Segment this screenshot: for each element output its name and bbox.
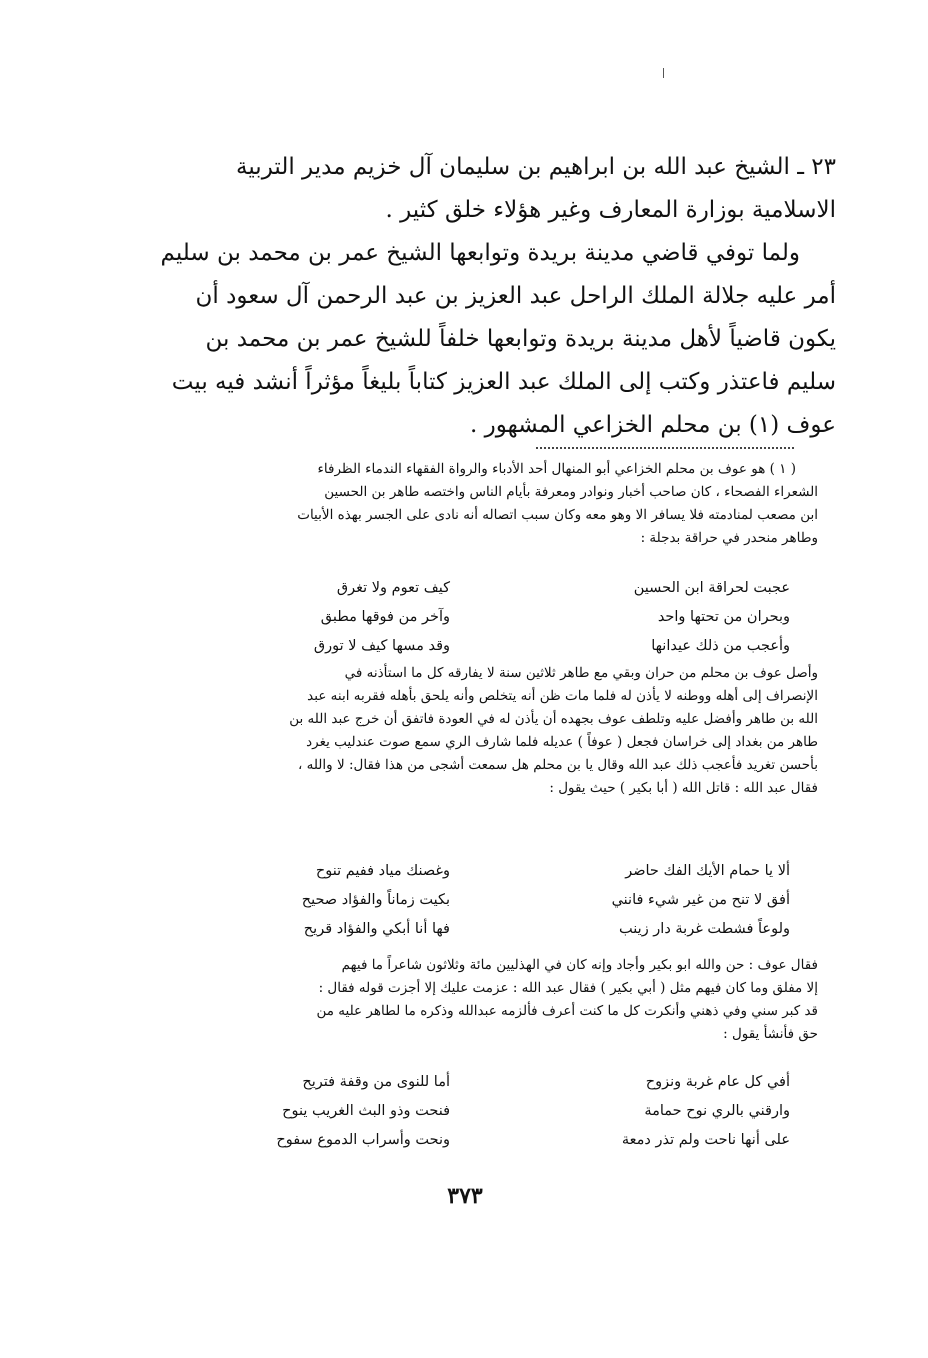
page-number: ٣٧٣ <box>447 1183 483 1209</box>
footnote-line: وطاهر منحدر في حراقة بدجلة : <box>640 530 818 546</box>
verse-first-hemistich: ولوعاً فشطت غربة دار زينب <box>619 921 790 937</box>
verse-second-hemistich: كيف تعوم ولا تغرق <box>336 580 450 596</box>
footnote-line: الله بن طاهر وأفضل عليه وتلطف عوف بجهده أن يأذن له في العودة فاتفق أن خرج عبد الله بن <box>289 711 818 727</box>
verse-row <box>150 1068 790 1097</box>
verse-first-hemistich: وبحران من تحتها واحد <box>657 609 790 625</box>
verse-row <box>150 574 790 603</box>
main-line: ولما توفي قاضي مدينة بريدة وتوابعها الشيخ عمر بن محمد بن سليم <box>160 240 800 266</box>
verse-first-hemistich: وأعجب من ذلك عيدانها <box>651 638 790 654</box>
top-scan-mark <box>663 68 664 78</box>
footnote-line: ( ١ ) هو عوف بن محلم الخزاعي أبو المنهال أحد الأدباء والرواة الفقهاء الندماء الظرفاء <box>317 461 796 477</box>
footnote-line: فقال عوف : حن والله ابو بكير وأجاد وإنه كان في الهذليين مائة وثلاثون شاعراً ما فيهم <box>341 957 818 973</box>
main-line: عوف (١) بن محلم الخزاعي المشهور . <box>470 412 836 438</box>
main-line: سليم فاعتذر وكتب إلى الملك عبد العزيز كتاباً بليغاً مؤثراً أنشد فيه بيت <box>171 369 836 395</box>
verse-second-hemistich: وآخر من فوقها مطبق <box>320 609 450 625</box>
footnote-paragraph-1 <box>112 458 818 550</box>
verse-second-hemistich: ونحت وأسراب الدموع سفوح <box>276 1132 450 1148</box>
footnote-paragraph-3 <box>112 954 818 1046</box>
verse-row <box>150 857 790 886</box>
footnote-line: طاهر من بغداد إلى خراسان فجعل ( عوفاً ) عديله فلما شارف الري سمع صوت عندليب يغرد <box>306 734 818 750</box>
verse-row <box>150 603 790 632</box>
verses-block-1 <box>150 574 790 661</box>
verse-row <box>150 1097 790 1126</box>
footnote-line: ابن مصعب لمنادمته فلا يسافر الا وهو معه وكان سبب اتصاله أنه نادى على الجسر بهذه الأبيات <box>297 507 818 523</box>
footnote-divider <box>536 447 794 449</box>
verse-row <box>150 915 790 944</box>
verse-first-hemistich: ألا يا حمام الأيك الفك حاضر <box>625 863 790 879</box>
footnote-line: قد كبر سني وفي ذهني وأنكرت كل ما كنت أعرف فألزمه عبدالله وذكره ما لطاهر عليه من <box>316 1003 818 1019</box>
verse-row <box>150 632 790 661</box>
footnote-line: إلا مفلق وما كان فيهم مثل ( أبي بكير ) فقال عبد الله : عزمت عليك إلا أجزت قوله فقال : <box>318 980 818 996</box>
verse-first-hemistich: وارقني بالري نوح حمامة <box>644 1103 790 1119</box>
verse-second-hemistich: وغصنك مياد ففيم تنوح <box>315 863 450 879</box>
footnote-line: فقال عبد الله : قاتل الله ( أبا بكير ) حيث يقول : <box>549 780 818 796</box>
verse-second-hemistich: بكيت زماناً والفؤاد صحيح <box>301 892 450 908</box>
main-line: الاسلامية بوزارة المعارف وغير هؤلاء خلق كثير . <box>385 197 836 223</box>
footnote-line: حق فأنشأ يقول : <box>723 1026 818 1042</box>
footnote-paragraph-2 <box>112 662 818 800</box>
footnote-line: وأصل عوف بن محلم من حران وبقي مع طاهر ثلاثين سنة لا يفارقه كل ما استأذنه في <box>344 665 818 681</box>
verse-first-hemistich: أفي كل عام غربة ونزوح <box>645 1074 790 1090</box>
verse-first-hemistich: عجبت لحراقة ابن الحسين <box>633 580 790 596</box>
verse-row <box>150 1126 790 1155</box>
verses-block-2 <box>150 857 790 944</box>
footnote-line: الشعراء الفصحاء ، كان صاحب أخبار ونوادر ومعرفة بأيام الناس واختصه طاهر بن الحسين <box>324 484 818 500</box>
verse-first-hemistich: أفق لا تنح من غير شيء فانني <box>611 892 790 908</box>
main-line: ٢٣ ـ الشيخ عبد الله بن ابراهيم بن سليمان آل خزيم مدير التربية <box>236 154 836 180</box>
footnote-line: بأحسن تغريد فأعجب ذلك عبد الله وقال يا بن محلم هل سمعت أشجى من هذا فقال: لا والله ، <box>297 757 818 773</box>
verse-second-hemistich: أما للنوى من وقفة فتريح <box>302 1074 450 1090</box>
verse-row <box>150 886 790 915</box>
main-line: أمر عليه جلالة الملك الراحل عبد العزيز بن عبد الرحمن آل سعود أن <box>195 283 836 309</box>
verses-block-3 <box>150 1068 790 1155</box>
main-text <box>120 146 836 447</box>
main-line: يكون قاضياً لأهل مدينة بريدة وتوابعها خلفاً للشيخ عمر بن محمد بن <box>205 326 836 352</box>
footnote-line: الإنصراف إلى أهله ووطنه لا يأذن له فلما مات ظن أنه يتخلص وأنه يلحق بأهله فقربه ابنه عبد <box>307 688 818 704</box>
verse-first-hemistich: على أنها ناحت ولم تذر دمعة <box>621 1132 790 1148</box>
verse-second-hemistich: وقد مسها كيف لا تورق <box>313 638 450 654</box>
verse-second-hemistich: فنحت وذو البث الغريب ينوح <box>282 1103 450 1119</box>
verse-second-hemistich: فها أنا أبكي والفؤاد قريح <box>303 921 450 937</box>
